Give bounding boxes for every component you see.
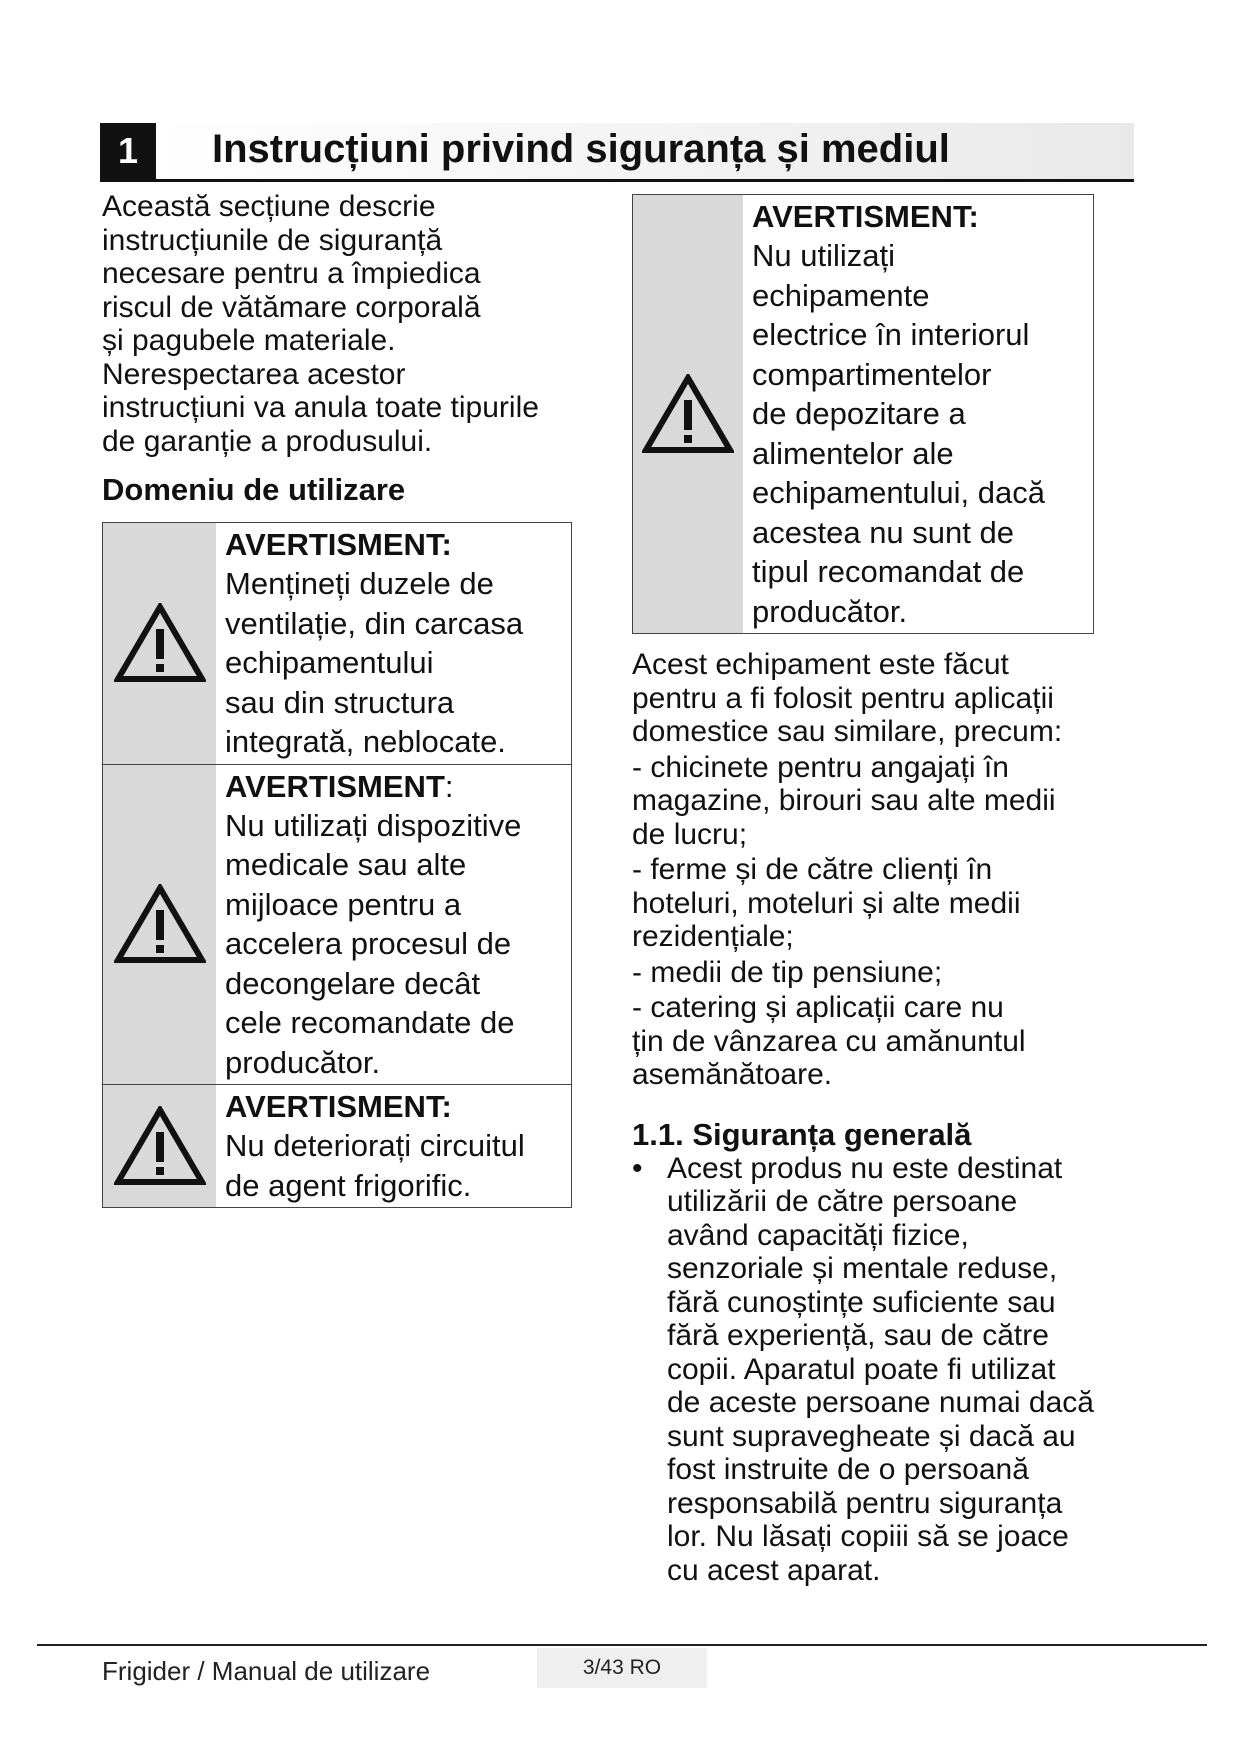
warning-line: integrată, neblocate.	[225, 724, 506, 759]
intro-line: riscul de vătămare corporală	[102, 290, 481, 324]
list-item	[632, 956, 1137, 990]
intro-line: Această secțiune descrie	[102, 190, 436, 223]
warning-icon-cell	[103, 765, 216, 1085]
warning-line: sau din structura	[225, 684, 455, 720]
bullet-line: lor. Nu lăsați copiii să se joace	[667, 1520, 1069, 1553]
list-item	[632, 991, 1137, 1092]
warning-line: accelera procesul de	[225, 926, 512, 961]
bullet-text	[667, 1152, 1094, 1588]
warning-line: de agent frigorific.	[225, 1167, 472, 1203]
bullet-line: de aceste persoane numai dacă	[667, 1386, 1094, 1419]
list-item-line: hoteluri, moteluri și alte medii	[632, 886, 1021, 920]
warning-text	[216, 765, 571, 1085]
list-item-line: rezidențiale;	[632, 920, 794, 953]
bullet-line: fără experiență, sau de către	[667, 1319, 1049, 1352]
section-number: 1	[100, 123, 156, 179]
bullet-line: copii. Aparatul poate fi utilizat	[667, 1352, 1056, 1386]
section-title: Instrucțiuni privind siguranța și mediul	[212, 127, 950, 171]
warning-line: decongelare decât	[225, 965, 481, 1001]
usage-list	[632, 751, 1137, 1092]
warning-line: acestea nu sunt de	[752, 514, 1014, 550]
list-item	[632, 751, 1137, 852]
warning-box	[103, 1084, 571, 1207]
warning-icon-cell	[103, 1085, 216, 1207]
intro-line: necesare pentru a împiedica	[102, 257, 481, 290]
warning-label: AVERTISMENT:	[752, 199, 979, 234]
warning-box	[103, 523, 571, 764]
left-column	[102, 190, 612, 1208]
warning-line: Mențineți duzele de	[225, 566, 494, 601]
footer-document-title: Frigider / Manual de utilizare	[102, 1656, 431, 1686]
warning-label-colon: :	[444, 768, 454, 804]
warning-table	[632, 194, 1094, 634]
warning-label-text: AVERTISMENT	[225, 768, 445, 804]
warning-line: Nu utilizați	[752, 238, 895, 273]
section-header	[100, 123, 1134, 182]
warning-line: cele recomandate de	[225, 1005, 515, 1040]
warning-text	[216, 523, 571, 764]
warning-line: producător.	[225, 1044, 381, 1080]
warning-line: Nu deteriorați circuitul	[225, 1128, 525, 1163]
warning-line: Nu utilizați dispozitive	[225, 807, 522, 843]
intro-line: instrucțiuni va anula toate tipurile	[102, 391, 539, 424]
list-item-line: - chicinete pentru angajați în	[632, 750, 1009, 784]
warning-line: producător.	[752, 593, 908, 629]
warning-line: tipul recomandat de	[752, 554, 1025, 589]
list-item-line: de lucru;	[632, 817, 748, 851]
usage-line: Acest echipament este făcut	[632, 648, 1009, 681]
bullet-line: fost instruite de o persoană	[667, 1453, 1029, 1486]
warning-line: medicale sau alte	[225, 847, 467, 882]
intro-line: Nerespectarea acestor	[102, 357, 406, 391]
list-item-line: țin de vânzarea cu amănuntul	[632, 1024, 1026, 1058]
warning-triangle-icon	[114, 884, 206, 964]
warning-text	[743, 195, 1093, 633]
bullet-line: sunt supravegheate și dacă au	[667, 1419, 1076, 1453]
intro-paragraph	[102, 190, 612, 458]
list-item-line: - catering și aplicații care nu	[632, 991, 1004, 1024]
bullet-line: senzoriale și mentale reduse,	[667, 1252, 1058, 1285]
warning-line: ventilație, din carcasa	[225, 605, 524, 641]
intro-line: și pagubele materiale.	[102, 324, 396, 357]
warning-line: electrice în interiorul	[752, 317, 1030, 352]
bullet-line: responsabilă pentru siguranța	[667, 1486, 1063, 1520]
list-item-line: asemănătoare.	[632, 1058, 833, 1091]
warning-line: mijloace pentru a	[225, 886, 462, 922]
subsection-title: 1.1. Siguranța generală	[632, 1116, 972, 1152]
bullet-line: fără cunoștințe suficiente sau	[667, 1285, 1056, 1319]
warning-label	[225, 768, 565, 806]
warning-triangle-icon	[114, 603, 206, 683]
footer-divider	[37, 1644, 1207, 1646]
warning-text	[216, 1085, 571, 1207]
warning-label: AVERTISMENT:	[225, 1089, 452, 1124]
intro-line: instrucțiunile de siguranță	[102, 223, 443, 257]
bullet-line: cu acest aparat.	[667, 1553, 881, 1587]
list-item-line: - ferme și de către clienți în	[632, 853, 993, 886]
warning-icon-cell	[103, 523, 216, 764]
warning-line: de depozitare a	[752, 396, 966, 431]
list-item-line: magazine, birouri sau alte medii	[632, 784, 1056, 817]
footer-page-number: 3/43 RO	[537, 1648, 707, 1688]
bullet-symbol: •	[632, 1151, 643, 1185]
warning-box	[103, 764, 571, 1085]
warning-line: compartimentelor	[752, 356, 992, 392]
subhead-usage: Domeniu de utilizare	[102, 472, 406, 507]
warning-triangle-icon	[114, 1106, 206, 1186]
intro-line: de garanție a produsului.	[102, 424, 433, 458]
usage-paragraph	[632, 648, 1137, 749]
warning-box	[633, 195, 1093, 633]
warning-icon-cell	[633, 195, 743, 633]
warning-label: AVERTISMENT:	[225, 527, 452, 562]
right-column	[632, 194, 1137, 1587]
warning-table	[102, 522, 572, 1208]
list-item	[632, 853, 1137, 954]
bullet-item	[632, 1152, 1137, 1588]
list-item-line: - medii de tip pensiune;	[632, 955, 943, 989]
warning-line: echipamentului, dacă	[752, 475, 1045, 510]
bullet-line: având capacități fizice,	[667, 1218, 969, 1252]
usage-line: pentru a fi folosit pentru aplicații	[632, 681, 1054, 715]
bullet-line: utilizării de către persoane	[667, 1185, 1018, 1218]
warning-line: echipamente	[752, 277, 930, 313]
warning-line: echipamentului	[225, 645, 434, 680]
usage-line: domestice sau similare, precum:	[632, 715, 1063, 748]
bullet-line: Acest produs nu este destinat	[667, 1151, 1063, 1185]
warning-triangle-icon	[642, 374, 734, 454]
warning-line: alimentelor ale	[752, 435, 954, 471]
